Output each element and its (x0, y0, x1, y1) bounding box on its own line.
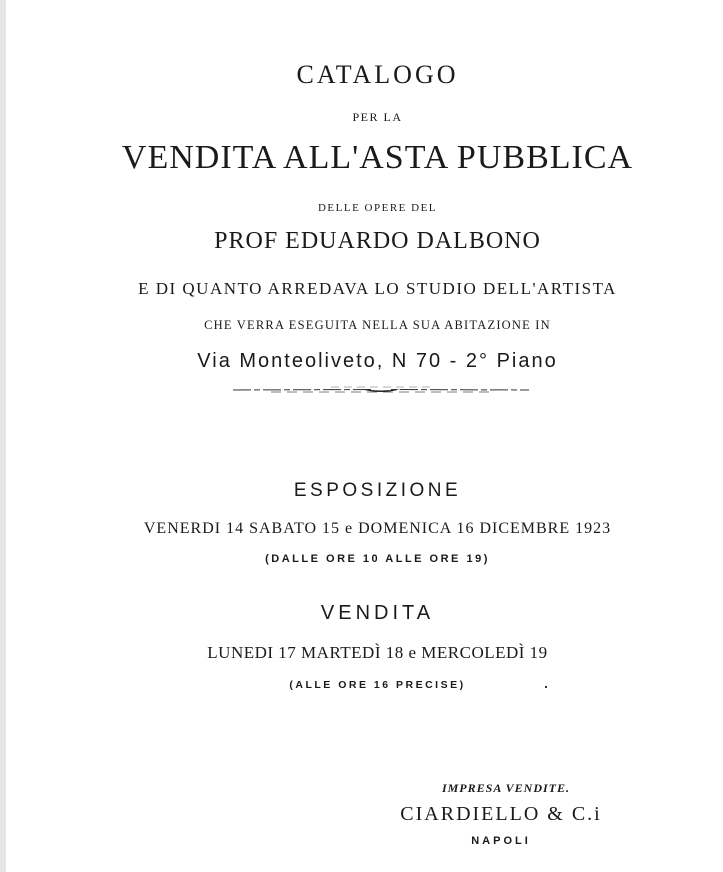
auction-house-name: CIARDIELLO & C.i (400, 803, 602, 825)
studio-contents-line: E DI QUANTO ARREDAVA LO STUDIO DELL'ARTISTA (138, 279, 617, 298)
location-intro-line: CHE VERRA ESEGUITA NELLA SUA ABITAZIONE IN (204, 318, 551, 332)
ornament-divider-icon (231, 383, 531, 397)
auction-house-city: NAPOLI (471, 835, 531, 847)
exhibition-dates: VENERDI 14 SABATO 15 e DOMENICA 16 DICEMBRE 1923 (143, 520, 612, 537)
per-la-line: PER LA (352, 110, 403, 124)
exhibition-hours: (DALLE ORE 10 ALLE ORE 19) (265, 553, 490, 565)
catalog-title-page (6, 0, 723, 872)
exhibition-heading: ESPOSIZIONE (293, 480, 462, 501)
address-line: Via Monteoliveto, N 70 - 2° Piano (197, 350, 558, 372)
auction-house-label: IMPRESA VENDITE. (441, 781, 571, 795)
artist-name: PROF EDUARDO DALBONO (214, 228, 541, 254)
ink-speck (545, 686, 547, 688)
sale-heading: VENDITA (320, 602, 435, 624)
sale-dates: LUNEDI 17 MARTEDÌ 18 e MERCOLEDÌ 19 (207, 643, 548, 662)
delle-opere-line: DELLE OPERE DEL (317, 202, 438, 214)
sale-hours: (ALLE ORE 16 PRECISE) (289, 679, 466, 691)
catalog-heading: CATALOGO (296, 60, 459, 89)
auction-title: VENDITA ALL'ASTA PUBBLICA (121, 139, 634, 176)
